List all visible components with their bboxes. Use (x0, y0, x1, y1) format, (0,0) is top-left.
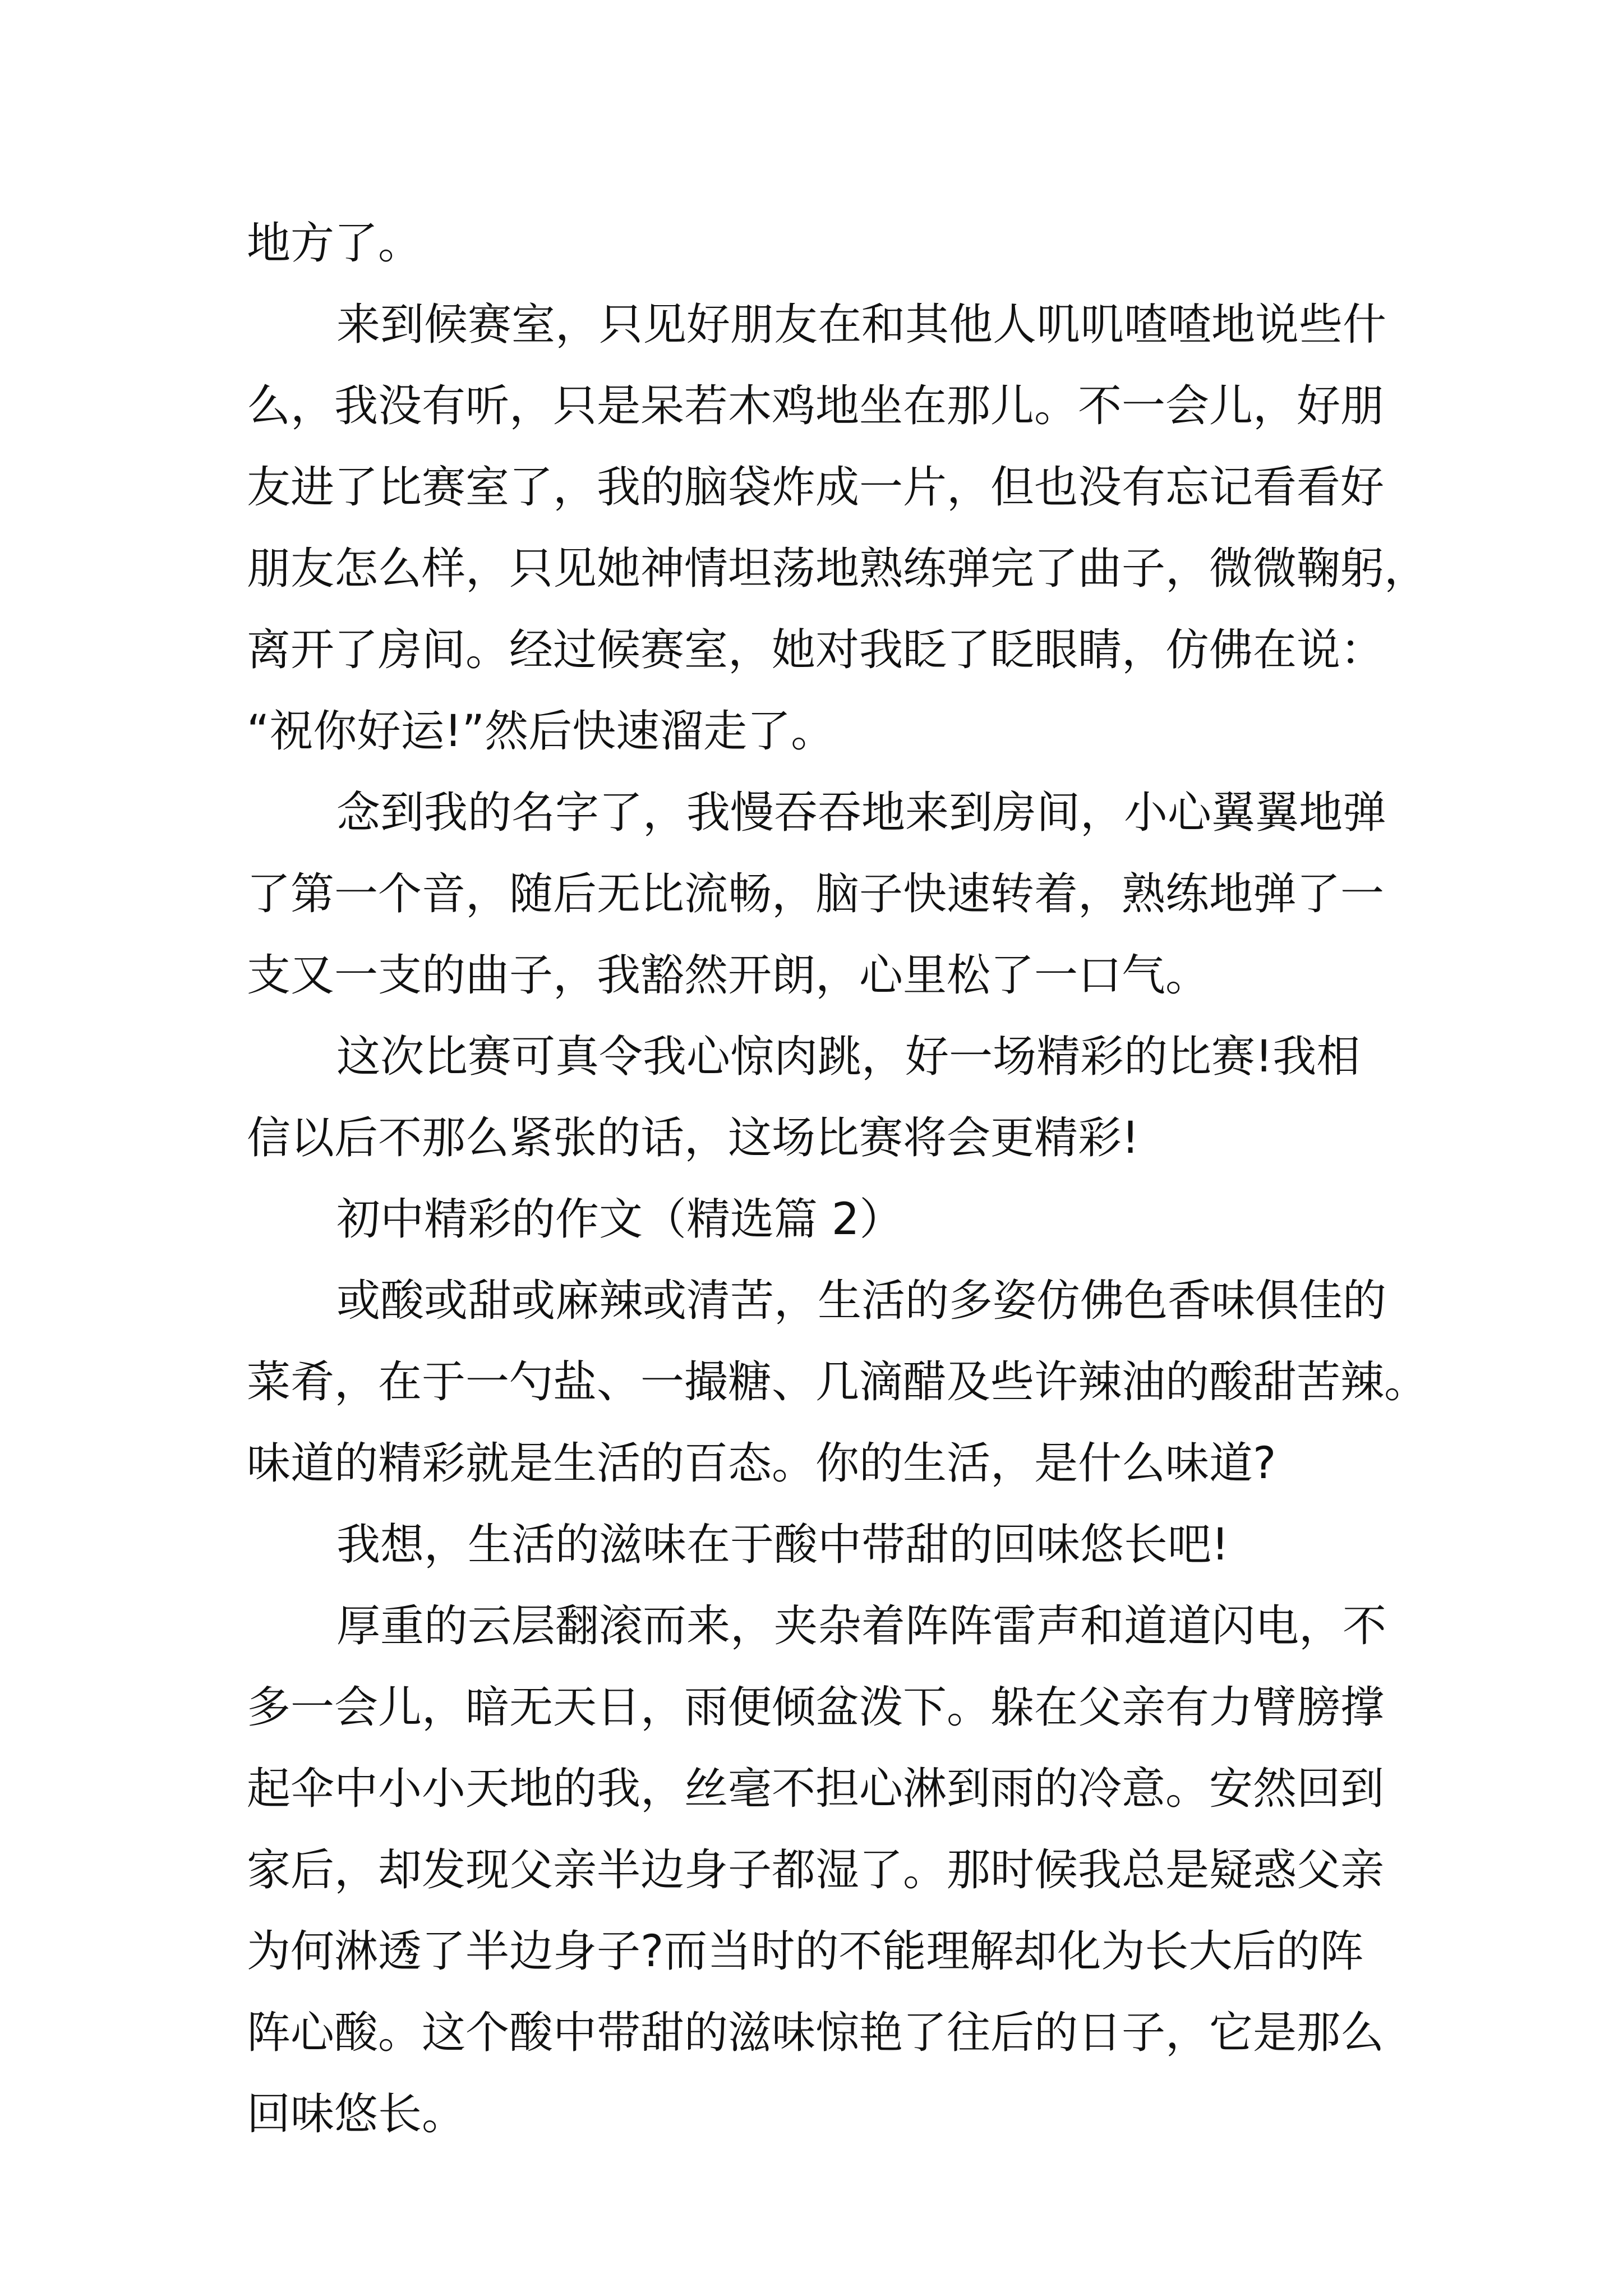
text-line: 了第一个音，随后无比流畅，脑子快速转着，熟练地弹了一 (247, 869, 1385, 919)
text-line: 么，我没有听，只是呆若木鸡地坐在那儿。不一会儿，好朋 (247, 381, 1385, 431)
text-line: 地方了。 (247, 218, 422, 269)
text-line: 朋友怎么样，只见她神情坦荡地熟练弹完了曲子，微微鞠躬， (247, 544, 1428, 594)
text-line: 支又一支的曲子，我豁然开朗，心里松了一口气。 (247, 950, 1210, 1001)
text-line: 多一会儿，暗无天日，雨便倾盆泼下。躲在父亲有力臂膀撑 (247, 1682, 1385, 1733)
text-line: 友进了比赛室了，我的脑袋炸成一片，但也没有忘记看看好 (247, 462, 1385, 513)
text-line: 菜肴，在于一勺盐、一撮糖、几滴醋及些许辣油的酸甜苦辣。 (247, 1357, 1428, 1407)
text-line: 为何淋透了半边身子?而当时的不能理解却化为长大后的阵 (247, 1926, 1364, 1977)
text-line: 我想，生活的滋味在于酸中带甜的回味悠长吧! (336, 1520, 1229, 1570)
text-line: 味道的精彩就是生活的百态。你的生活，是什么味道? (247, 1438, 1276, 1489)
text-line: 来到候赛室，只见好朋友在和其他人叽叽喳喳地说些什 (336, 300, 1387, 350)
text-line: 或酸或甜或麻辣或清苦，生活的多姿仿佛色香味俱佳的 (336, 1276, 1387, 1326)
text-line: 这次比赛可真令我心惊肉跳，好一场精彩的比赛!我相 (336, 1032, 1361, 1082)
text-line: 阵心酸。这个酸中带甜的滋味惊艳了往后的日子，它是那么 (247, 2008, 1385, 2058)
section-heading: 初中精彩的作文（精选篇 2） (336, 1194, 903, 1245)
text-line: 家后，却发现父亲半边身子都湿了。那时候我总是疑惑父亲 (247, 1845, 1385, 1895)
text-line: 起伞中小小天地的我，丝毫不担心淋到雨的冷意。安然回到 (247, 1764, 1385, 1814)
text-line: 信以后不那么紧张的话，这场比赛将会更精彩! (247, 1113, 1140, 1163)
text-line: 念到我的名字了，我慢吞吞地来到房间，小心翼翼地弹 (336, 788, 1387, 838)
text-line: 回味悠长。 (247, 2089, 466, 2139)
text-line: 离开了房间。经过候赛室，她对我眨了眨眼睛，仿佛在说： (247, 625, 1385, 675)
text-line: 厚重的云层翻滚而来，夹杂着阵阵雷声和道道闪电，不 (336, 1601, 1387, 1651)
text-line: “祝你好运!”然后快速溜走了。 (247, 706, 835, 757)
